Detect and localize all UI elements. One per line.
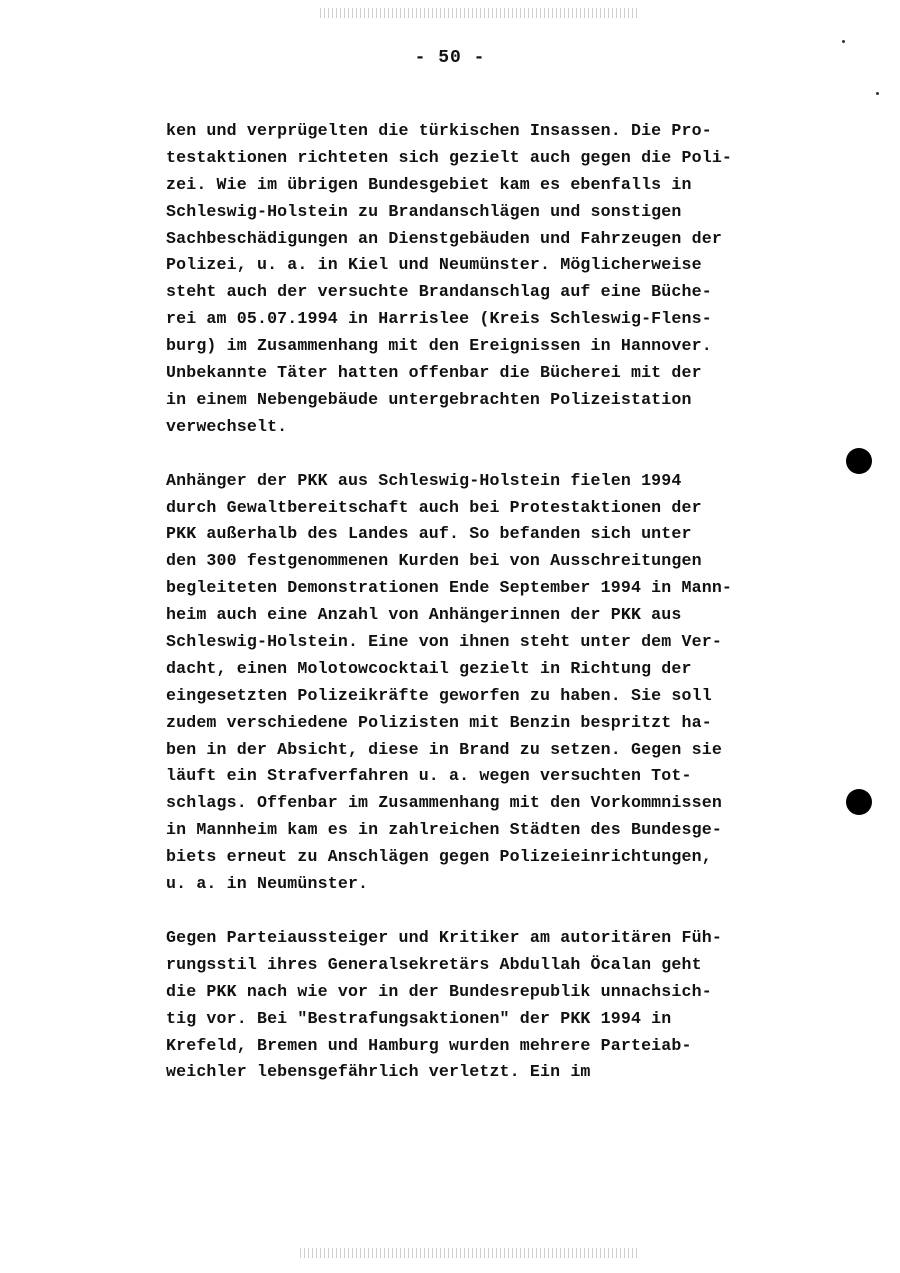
text-line: steht auch der versuchte Brandanschlag auf eine Büche- xyxy=(166,282,712,302)
text-line: ken und verprügelten die türkischen Insassen. Die Pro- xyxy=(166,121,712,140)
text-line: rei am 05.07.1994 in Harrislee (Kreis Schleswig-Flens- xyxy=(166,309,712,329)
paragraph-2 xyxy=(166,468,806,898)
text-line: burg) im Zusammenhang mit den Ereignissen in Hannover. xyxy=(166,336,712,356)
text-line: rungsstil ihres Generalsekretärs Abdullah Öcalan geht xyxy=(166,954,702,974)
scan-noise-top xyxy=(320,8,640,18)
text-line: die PKK nach wie vor in der Bundesrepublik unnachsich- xyxy=(166,981,712,1001)
body-text xyxy=(166,118,806,1086)
text-line: weichler lebensgefährlich verletzt. Ein im xyxy=(166,1062,591,1082)
text-line: begleiteten Demonstrationen Ende September 1994 in Mann- xyxy=(166,578,733,598)
text-line: schlags. Offenbar im Zusammenhang mit den Vorkommnissen xyxy=(166,793,722,813)
text-line: PKK außerhalb des Landes auf. So befanden sich unter xyxy=(166,524,692,544)
text-line: tig vor. Bei "Bestrafungsaktionen" der PKK 1994 in xyxy=(166,1008,672,1028)
punch-hole xyxy=(846,448,872,474)
text-line: den 300 festgenommenen Kurden bei von Ausschreitungen xyxy=(166,551,702,571)
text-line: in Mannheim kam es in zahlreichen Städten des Bundesge- xyxy=(166,820,722,840)
text-line: verwechselt. xyxy=(166,416,288,436)
paragraph-3 xyxy=(166,925,806,1086)
text-line: Polizei, u. a. in Kiel und Neumünster. Möglicherweise xyxy=(166,255,702,275)
paragraph-gap xyxy=(166,441,806,468)
text-line: Schleswig-Holstein. Eine von ihnen steht unter dem Ver- xyxy=(166,632,722,652)
text-line: Anhänger der PKK aus Schleswig-Holstein fielen 1994 xyxy=(166,470,682,490)
text-line: Krefeld, Bremen und Hamburg wurden mehrere Parteiab- xyxy=(166,1035,692,1055)
scan-noise-bottom xyxy=(300,1248,640,1258)
paragraph-gap xyxy=(166,898,806,925)
scan-speck xyxy=(842,40,845,43)
text-line: zudem verschiedene Polizisten mit Benzin bespritzt ha- xyxy=(166,712,712,732)
text-line: läuft ein Strafverfahren u. a. wegen versuchten Tot- xyxy=(166,766,692,786)
text-line: dacht, einen Molotowcocktail gezielt in Richtung der xyxy=(166,658,692,678)
text-line: eingesetzten Polizeikräfte geworfen zu haben. Sie soll xyxy=(166,685,712,705)
text-line: u. a. in Neumünster. xyxy=(166,874,369,894)
punch-hole xyxy=(846,789,872,815)
text-line: ben in der Absicht, diese in Brand zu setzen. Gegen sie xyxy=(166,739,722,759)
text-line: testaktionen richteten sich gezielt auch gegen die Poli- xyxy=(166,147,733,167)
text-line: Gegen Parteiaussteiger und Kritiker am autoritären Füh- xyxy=(166,927,722,947)
text-line: zei. Wie im übrigen Bundesgebiet kam es ebenfalls in xyxy=(166,174,692,194)
text-line: biets erneut zu Anschlägen gegen Polizeieinrichtungen, xyxy=(166,847,712,867)
scan-speck xyxy=(876,92,879,95)
text-line: Schleswig-Holstein zu Brandanschlägen und sonstigen xyxy=(166,201,682,221)
text-line: in einem Nebengebäude untergebrachten Polizeistation xyxy=(166,389,692,409)
text-line: heim auch eine Anzahl von Anhängerinnen der PKK aus xyxy=(166,605,682,625)
page-number: - 50 - xyxy=(414,48,486,68)
text-line: Unbekannte Täter hatten offenbar die Bücherei mit der xyxy=(166,363,702,383)
text-line: durch Gewaltbereitschaft auch bei Protestaktionen der xyxy=(166,497,702,517)
paragraph-1 xyxy=(166,118,806,441)
text-line: Sachbeschädigungen an Dienstgebäuden und Fahrzeugen der xyxy=(166,228,722,248)
